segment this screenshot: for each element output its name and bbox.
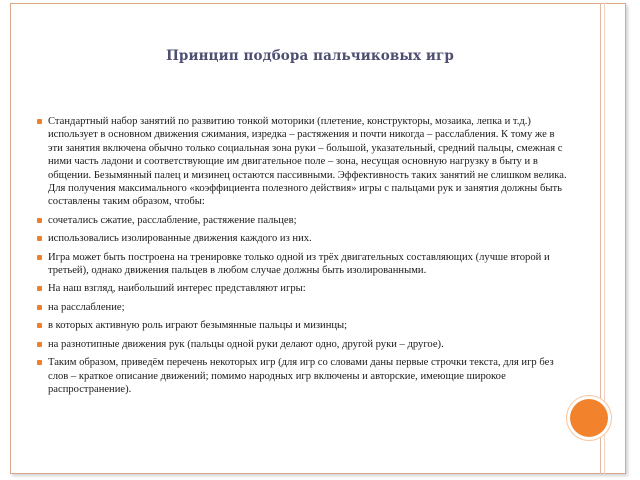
bullet-text: На наш взгляд, наибольший интерес представляют игры:: [48, 283, 306, 295]
bullet-item: [37, 338, 567, 351]
bullet-text: Стандартный набор занятий по развитию тонкой моторики (плетение, конструкторы, мозаика, лепка и т.д.) использует в основном движения сжимания, изредка – растяжения и почти никогда – расслабления. К тому же в эти занятия включена обычно только социальная зона руки – большой, указательный, средний пальцы, смежная с ними часть ладони и соответствующие им двигательное поле – зона, несущая основную нагрузку в быту и в общении. Безымянный палец и мизинец остаются пассивными. Эффективность таких занятий не слишком велика. Для получения максимального «коэффициента полезного действия» игры с пальцами рук и занятия должны быть составлены таким образом, чтобы:: [48, 116, 567, 208]
bullet-item: [37, 301, 567, 314]
bullet-item: [37, 319, 567, 332]
bullet-icon: [37, 360, 42, 365]
bullet-icon: [37, 218, 42, 223]
bullet-item: [37, 282, 567, 295]
bullet-item: [37, 214, 567, 227]
bullet-icon: [37, 255, 42, 260]
bullet-item: [37, 251, 567, 278]
bullet-text: использовались изолированные движения каждого из них.: [48, 233, 312, 245]
bullet-text: в которых активную роль играют безымянные пальцы и мизинцы;: [48, 320, 348, 332]
bullet-icon: [37, 305, 42, 310]
bullet-icon: [37, 236, 42, 241]
accent-circle-decoration: [570, 399, 608, 437]
bullet-item: [37, 356, 567, 396]
decorative-rule-secondary: [604, 3, 605, 474]
bullet-icon: [37, 323, 42, 328]
bullet-text: Таким образом, приведём перечень некоторых игр (для игр со словами даны первые строчки текста, для игр без слов – краткое описание движений; помимо народных игр включены и авторские, имеющие широкое распространение).: [48, 357, 554, 395]
bullet-icon: [37, 286, 42, 291]
bullet-text: на разнотипные движения рук (пальцы одной руки делают одно, другой руки – другое).: [48, 338, 444, 350]
bullet-icon: [37, 119, 42, 124]
bullet-item: [37, 115, 567, 209]
bullet-icon: [37, 342, 42, 347]
slide-title: Принцип подбора пальчиковых игр: [166, 48, 454, 64]
bullet-text: сочетались сжатие, расслабление, растяжение пальцев;: [48, 214, 297, 226]
bullet-text: Игра может быть построена на тренировке только одной из трёх двигательных составляющих (лучше второй и третьей), однако движения пальцев в любом случае должны быть изолированными.: [48, 251, 550, 277]
bullet-item: [37, 232, 567, 245]
bullet-text: на расслабление;: [48, 301, 125, 313]
slide-body: [37, 115, 567, 401]
